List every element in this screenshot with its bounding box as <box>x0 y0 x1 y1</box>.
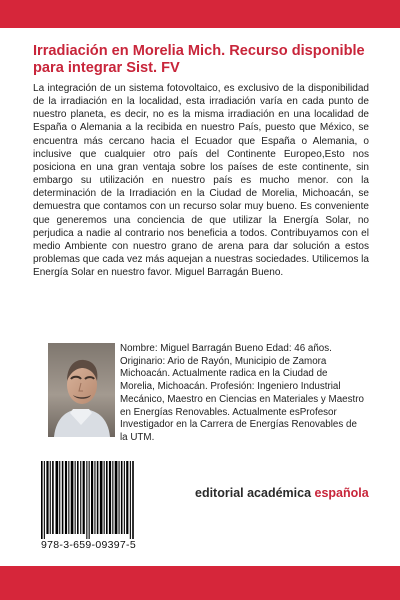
publisher-name-accent: española <box>314 486 369 500</box>
author-biography: Nombre: Miguel Barragán Bueno Edad: 46 años. Originario: Ario de Rayón, Municipio de Zamora Michoacán. Actualmente radica en la Ciudad de Morelia, Michoacán. Profesión: Ingeniero Industrial Mecánico, Maestro en Ciencias en Materiales y Maestro en Energías Renovables. Actualmente esProfesor Investigador en la Carrera de Energías Renovables de la UTM. <box>120 343 364 443</box>
publisher-name <box>195 486 385 500</box>
author-portrait-photo-icon <box>48 343 115 437</box>
publisher-name-main: editorial académica <box>195 486 315 500</box>
book-description: La integración de un sistema fotovoltaico, es exclusivo de la disponibilidad de la irradiación en la localidad, esta irradiación varía en cada punto de nuestro planeta, es decir, no es la misma irradiación en una localidad de España o Alemania a la recibida en nuestro País, puesto que México, se encuentra más cercano hacia el Ecuador que España o Alemania, o inclusive que cualquier otro país del Continente Europeo,Esto nos posiciona en una gran ventaja sobre los países de este continente, sin embargo su utilización en nuestro país es mucho menor. con la determinación de la Irradiación en la Ciudad de Morelia, Michoacán, se demuestra que contamos con un recurso solar muy bueno. Es conveniente que generemos una conciencia de que utilizar la Energía Solar, no perjudica a nadie al contrario nos beneficia a todos. Contribuyamos con el medio Ambiente con nuestro grano de arena para dar solución a estos problemas que cada vez más aquejan a nuestras sociedades. Utilicemos la Energía Solar en nuestro favor. Miguel Barragán Bueno. <box>33 83 369 279</box>
top-red-band <box>0 0 400 28</box>
isbn-number: 978-3-659-09397-5 <box>40 539 136 551</box>
isbn-barcode-icon <box>32 459 145 539</box>
isbn-barcode <box>32 459 145 553</box>
author-photo <box>48 343 115 437</box>
bottom-red-band <box>0 566 400 600</box>
book-title: Irradiación en Morelia Mich. Recurso disponible para integrar Sist. FV <box>33 43 365 76</box>
